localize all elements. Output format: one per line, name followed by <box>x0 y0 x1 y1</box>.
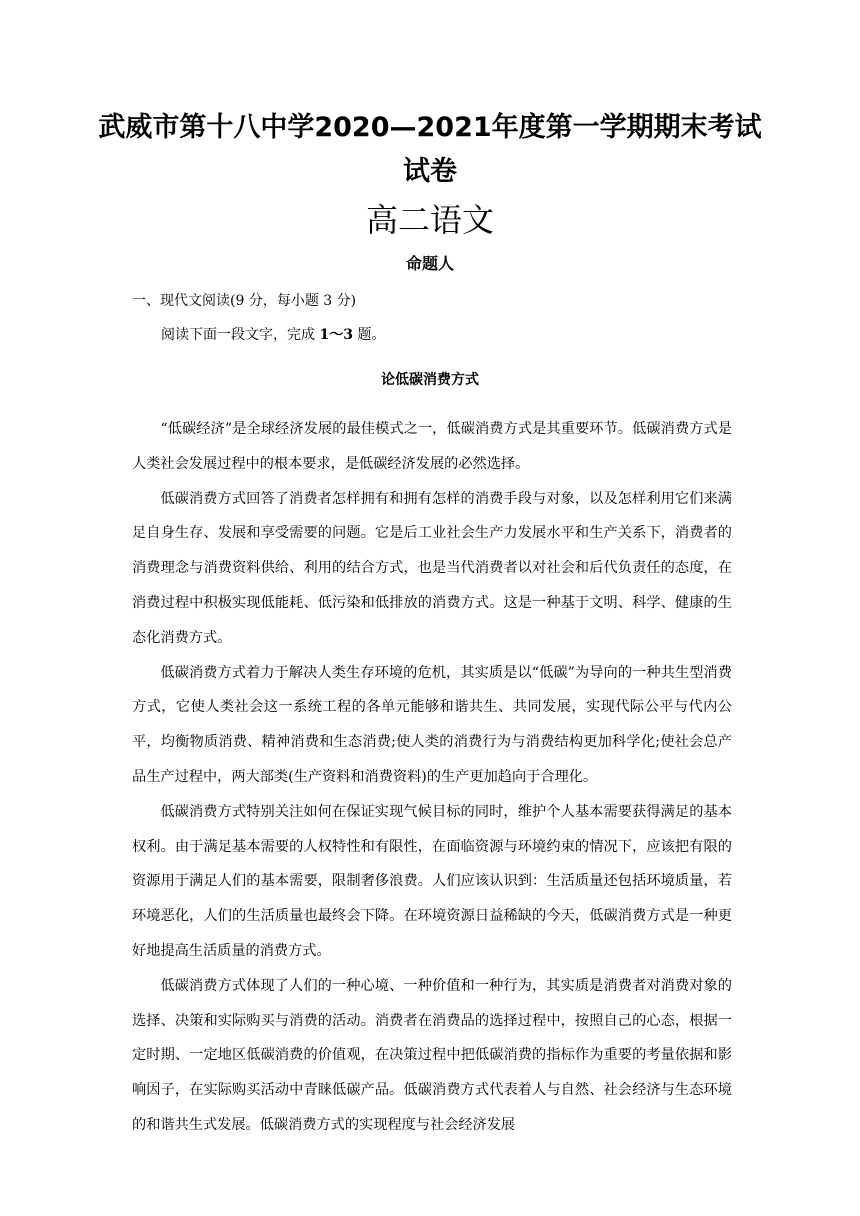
reading-instruction <box>161 323 385 347</box>
article-paragraph: 低碳消费方式着力于解决人类生存环境的危机，其实质是以“低碳”为导向的一种共生型消费方式，它使人类社会这一系统工程的各单元能够和谐共生、共同发展，实现代际公平与代内公平，均衡物质消费、精神消费和生态消费;使人类的消费行为与消费结构更加科学化;使社会总产品生产过程中，两大部类(生产资料和消费资料)的生产更加趋向于合理化。 <box>132 664 732 785</box>
exam-title-line1: 武威市第十八中学2020—2021年度第一学期期末考试 <box>98 112 762 143</box>
article-title: 论低碳消费方式 <box>381 372 479 388</box>
instruction-range: 1～3 <box>319 327 353 343</box>
section-heading: 一、现代文阅读(9 分，每小题 3 分) <box>132 293 357 309</box>
subject-title: 高二语文 <box>365 201 494 239</box>
exam-title-line2: 试卷 <box>403 156 457 187</box>
article-paragraph: 低碳消费方式回答了消费者怎样拥有和拥有怎样的消费手段与对象，以及怎样利用它们来满足自身生存、发展和享受需要的问题。它是后工业社会生产力发展水平和生产关系下，消费者的消费理念与消费资料供给、利用的结合方式，也是当代消费者以对社会和后代负责任的态度，在消费过程中积极实现低能耗、低污染和低排放的消费方式。这是一种基于文明、科学、健康的生态化消费方式。 <box>132 490 732 646</box>
instruction-suffix: 题。 <box>352 327 386 343</box>
article-paragraph: 低碳消费方式特别关注如何在保证实现气候目标的同时，维护个人基本需要获得满足的基本权利。由于满足基本需要的人权特性和有限性，在面临资源与环境约束的情况下，应该把有限的资源用于满足人们的基本需要，限制奢侈浪费。人们应该认识到：生活质量还包括环境质量，若环境恶化，人们的生活质量也最终会下降。在环境资源日益稀缺的今天，低碳消费方式是一种更好地提高生活质量的消费方式。 <box>132 803 732 959</box>
article-paragraph: “低碳经济”是全球经济发展的最佳模式之一，低碳消费方式是其重要环节。低碳消费方式是人类社会发展过程中的根本要求，是低碳经济发展的必然选择。 <box>132 421 732 472</box>
author-label: 命题人 <box>405 254 454 273</box>
instruction-prefix: 阅读下面一段文字，完成 <box>161 327 320 343</box>
article-paragraph: 低碳消费方式体现了人们的一种心境、一种价值和一种行为，其实质是消费者对消费对象的选择、决策和实际购买与消费的活动。消费者在消费品的选择过程中，按照自己的心态，根据一定时期、一定地区低碳消费的价值观，在决策过程中把低碳消费的指标作为重要的考量依据和影响因子，在实际购买活动中青睐低碳产品。低碳消费方式代表着人与自然、社会经济与生态环境的和谐共生式发展。低碳消费方式的实现程度与社会经济发展 <box>132 977 732 1133</box>
article-body <box>132 412 732 1143</box>
